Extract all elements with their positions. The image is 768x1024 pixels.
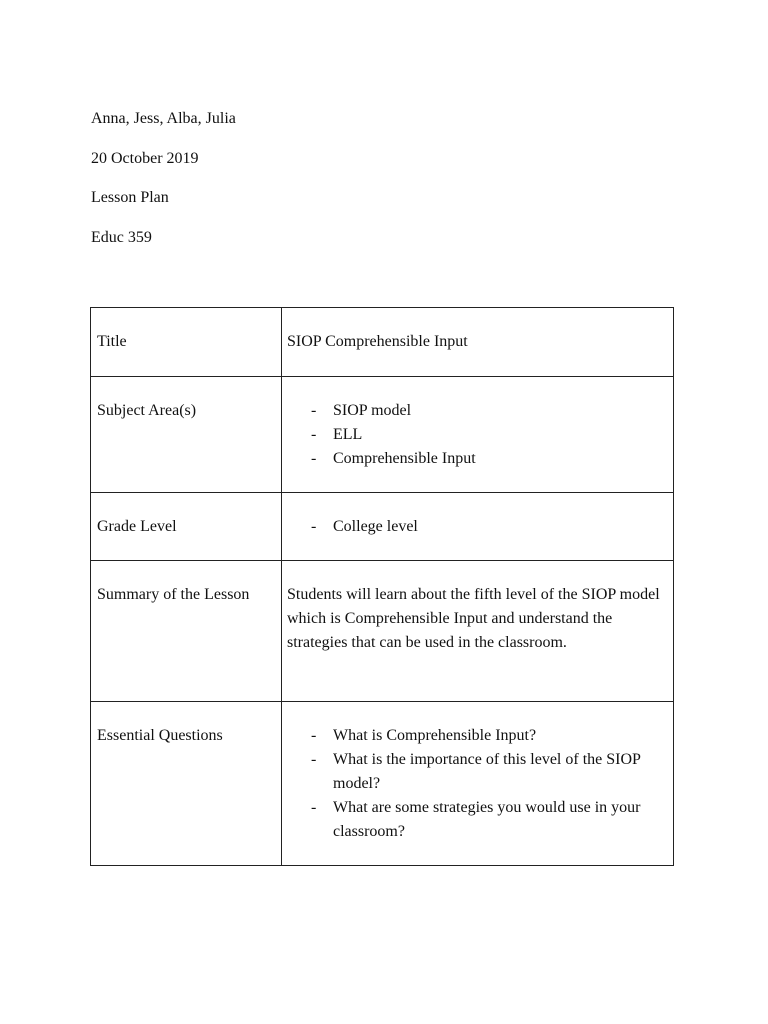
table-row-subject-areas <box>91 377 674 493</box>
list-item: - What is the importance of this level of the SIOP model? <box>333 748 667 796</box>
row-value <box>282 377 674 493</box>
summary-text: Students will learn about the fifth level of the SIOP model which is Comprehensible Input and understand the strategies that can be used in the classroom. <box>287 586 660 651</box>
questions-list <box>287 724 667 844</box>
grade-list <box>287 515 667 539</box>
table-row-grade-level <box>91 493 674 561</box>
table-row-essential-questions <box>91 702 674 866</box>
row-value: SIOP Comprehensible Input <box>282 308 674 377</box>
subject-list <box>287 399 667 471</box>
row-value <box>282 702 674 866</box>
row-value <box>282 493 674 561</box>
list-item: - Comprehensible Input <box>333 447 667 471</box>
table-row-title <box>91 308 674 377</box>
row-label: Subject Area(s) <box>91 377 282 493</box>
list-item: - What are some strategies you would use in your classroom? <box>333 796 667 844</box>
date-line: 20 October 2019 <box>91 150 199 167</box>
row-label: Grade Level <box>91 493 282 561</box>
lesson-plan-table <box>90 307 674 866</box>
row-label: Summary of the Lesson <box>91 561 282 702</box>
row-label: Title <box>91 308 282 377</box>
document-type-line: Lesson Plan <box>91 189 169 206</box>
course-line: Educ 359 <box>91 229 152 246</box>
row-value <box>282 561 674 702</box>
list-item: - College level <box>333 515 667 539</box>
authors-line: Anna, Jess, Alba, Julia <box>91 110 236 127</box>
table-row-summary <box>91 561 674 702</box>
row-label: Essential Questions <box>91 702 282 866</box>
list-item: - ELL <box>333 423 667 447</box>
list-item: - What is Comprehensible Input? <box>333 724 667 748</box>
list-item: - SIOP model <box>333 399 667 423</box>
